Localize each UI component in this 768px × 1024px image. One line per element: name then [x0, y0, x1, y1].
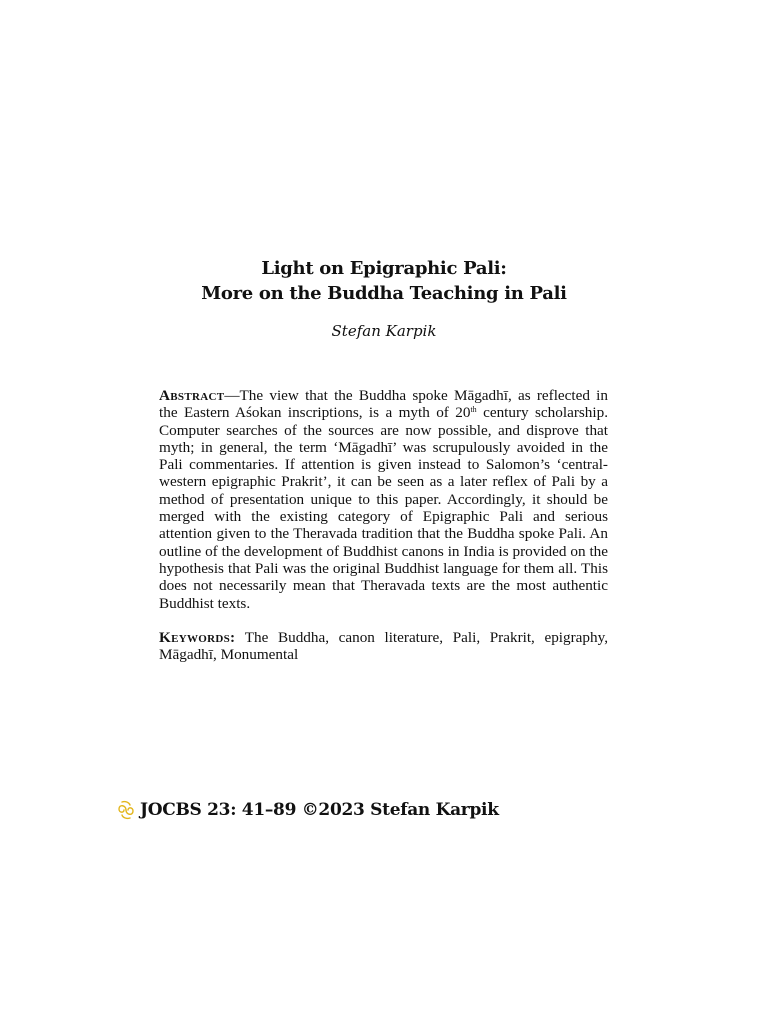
- abstract-text-part2: century scholarship. Computer searches of the sources are now possible, and disprove that myth; in general, the term ‘Māgadhī’ was scrupulously avoided in the Pali commentaries. If attention is given instead to Salomon’s ‘central-western epigraphic Prakrit’, it can be seen as a later reflex of Pali by a method of presentation unique to this paper. Accordingly, it should be merged with the existing category of Epigraphic Pali and serious attention given to the Theravada tradition that the Buddha spoke Pali. An outline of the development of Buddhist canons in India is provided on the hypothesis that Pali was the original Buddhist language for them all. This does not necessarily mean that Theravada texts are the most authentic Buddhist texts.: [159, 404, 608, 612]
- author-name: Stefan Karpik: [331, 322, 437, 340]
- abstract-dash: —: [224, 387, 240, 404]
- abstract-text-part1: The view that the Buddha spoke Māgadhī, as reflected in the Eastern Aśokan inscriptions, is a myth of 20: [159, 387, 608, 422]
- title-line-2: More on the Buddha Teaching in Pali: [201, 283, 567, 304]
- article-title: [0, 256, 768, 306]
- keywords-paragraph: [159, 629, 608, 664]
- abstract-superscript: th: [470, 405, 477, 415]
- title-line-1: Light on Epigraphic Pali:: [261, 258, 507, 279]
- abstract-section: [159, 387, 608, 612]
- abstract-paragraph: [159, 387, 608, 612]
- journal-citation: JOCBS 23: 41–89 ©2023 Stefan Karpik: [140, 800, 499, 820]
- keywords-label: Keywords:: [159, 629, 236, 646]
- keywords-text: The Buddha, canon literature, Pali, Prakrit, epigraphy, Māgadhī, Monumental: [159, 629, 608, 664]
- keywords-section: [159, 629, 608, 664]
- jocbs-swirl-logo-icon: [115, 799, 137, 821]
- journal-footer: [115, 797, 499, 823]
- abstract-label: Abstract: [159, 387, 225, 404]
